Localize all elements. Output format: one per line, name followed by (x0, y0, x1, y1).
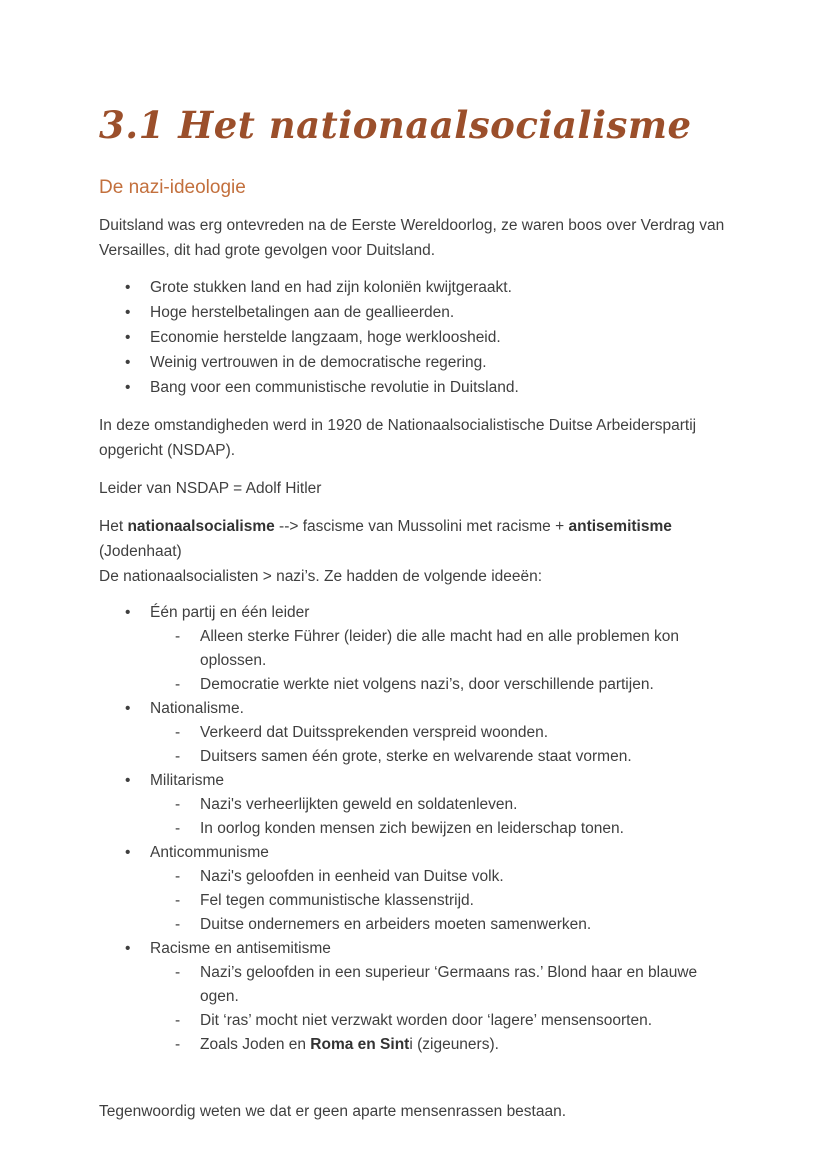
dash-icon: - (175, 748, 181, 765)
grievances-list (99, 275, 730, 400)
bullet-icon: • (125, 844, 131, 861)
bullet-icon: • (125, 354, 131, 371)
sub-item-text (200, 817, 624, 841)
text-run: i (zigeuners). (409, 1036, 499, 1053)
sub-item (99, 865, 730, 889)
dash-icon: - (175, 868, 181, 885)
page-title: 3.1 Het nationaalsocialisme (99, 103, 692, 147)
dash-icon: - (175, 1036, 181, 1053)
dash-icon: - (175, 892, 181, 909)
text-run: In oorlog konden mensen zich bewijzen en leiderschap tonen. (200, 820, 624, 837)
sub-item-text (200, 889, 474, 913)
list-item-text: Grote stukken land en had zijn koloniën kwijtgeraakt. (150, 279, 512, 296)
text-run: Verkeerd dat Duitssprekenden verspreid woonden. (200, 724, 549, 741)
idea-item (99, 841, 730, 937)
list-item (99, 375, 730, 400)
list-item (99, 350, 730, 375)
bullet-icon: • (125, 772, 131, 789)
bullet-icon: • (125, 304, 131, 321)
dash-icon: - (175, 676, 181, 693)
sub-item (99, 961, 730, 1009)
bullet-icon: • (125, 604, 131, 621)
text-run: (Jodenhaat) (99, 543, 182, 560)
idea-sublist (99, 865, 730, 937)
idea-label: Één partij en één leider (150, 604, 310, 621)
text-run: Duitsers samen één grote, sterke en welvarende staat vormen. (200, 748, 632, 765)
sub-item (99, 673, 730, 697)
dash-icon: - (175, 796, 181, 813)
sub-item (99, 793, 730, 817)
nsdap-paragraph: In deze omstandigheden werd in 1920 de Nationaalsocialistische Duitse Arbeiderspartij opgericht (NSDAP). (99, 417, 697, 459)
ideology-paragraph (99, 514, 730, 589)
list-item-text: Hoge herstelbetalingen aan de geallieerden. (150, 304, 455, 321)
dash-icon: - (175, 820, 181, 837)
idea-label: Nationalisme. (150, 700, 244, 717)
dash-icon: - (175, 964, 181, 981)
text-run: Nazi's geloofden in eenheid van Duitse volk. (200, 868, 504, 885)
list-item-text: Weinig vertrouwen in de democratische regering. (150, 354, 487, 371)
sub-item (99, 625, 730, 673)
idea-label: Racisme en antisemitisme (150, 940, 331, 957)
list-item (99, 300, 730, 325)
section-heading: De nazi-ideologie (99, 177, 246, 198)
idea-item (99, 769, 730, 841)
bold-text: nationaalsocialisme (127, 518, 275, 535)
list-item (99, 275, 730, 300)
dash-icon: - (175, 1012, 181, 1029)
text-run: Alleen sterke Führer (leider) die alle macht had en alle problemen kon oplossen. (200, 628, 680, 669)
closing-paragraph: Tegenwoordig weten we dat er geen aparte mensenrassen bestaan. (99, 1103, 567, 1120)
leader-paragraph: Leider van NSDAP = Adolf Hitler (99, 480, 322, 497)
text-run: Democratie werkte niet volgens nazi’s, door verschillende partijen. (200, 676, 654, 693)
sub-item (99, 1009, 730, 1033)
sub-item-text (200, 745, 632, 769)
sub-item-text (200, 721, 548, 745)
sub-item-text (200, 961, 730, 1009)
text-run: Het (99, 518, 128, 535)
text-run: Duitse ondernemers en arbeiders moeten samenwerken. (200, 916, 592, 933)
idea-item (99, 697, 730, 769)
dash-icon: - (175, 724, 181, 741)
idea-sublist (99, 793, 730, 841)
text-run: Zoals Joden en (200, 1036, 311, 1053)
ideas-list (99, 601, 730, 1057)
sub-item (99, 745, 730, 769)
idea-sublist (99, 721, 730, 769)
list-item (99, 325, 730, 350)
sub-item-text (200, 913, 591, 937)
sub-item-text (200, 793, 517, 817)
idea-label: Militarisme (150, 772, 225, 789)
sub-item (99, 721, 730, 745)
sub-item-text (200, 865, 504, 889)
sub-item (99, 913, 730, 937)
idea-item (99, 937, 730, 1057)
sub-item-text (200, 1033, 499, 1057)
idea-item (99, 601, 730, 697)
text-run: Fel tegen communistische klassenstrijd. (200, 892, 474, 909)
bullet-icon: • (125, 279, 131, 296)
text-run: --> fascisme van Mussolini met racisme + (274, 518, 569, 535)
dash-icon: - (175, 628, 181, 645)
list-item-text: Bang voor een communistische revolutie in Duitsland. (150, 379, 519, 396)
sub-item-text (200, 625, 730, 673)
dash-icon: - (175, 916, 181, 933)
bullet-icon: • (125, 940, 131, 957)
sub-item (99, 889, 730, 913)
text-run: Nazi’s geloofden in een superieur ‘Germaans ras.’ Blond haar en blauwe ogen. (200, 964, 698, 1005)
sub-item-text (200, 1009, 652, 1033)
sub-item (99, 817, 730, 841)
idea-label: Anticommunisme (150, 844, 269, 861)
text-run: Dit ‘ras’ mocht niet verzwakt worden door ‘lagere’ mensensoorten. (200, 1012, 652, 1029)
text-run: Nazi's verheerlijkten geweld en soldatenleven. (200, 796, 518, 813)
idea-sublist (99, 961, 730, 1057)
bullet-icon: • (125, 379, 131, 396)
sub-item-text (200, 673, 654, 697)
bullet-icon: • (125, 700, 131, 717)
bold-text: antisemitisme (568, 518, 672, 535)
idea-sublist (99, 625, 730, 697)
list-item-text: Economie herstelde langzaam, hoge werkloosheid. (150, 329, 501, 346)
bullet-icon: • (125, 329, 131, 346)
sub-item (99, 1033, 730, 1057)
text-run: De nationaalsocialisten > nazi’s. Ze hadden de volgende ideeën: (99, 568, 543, 585)
intro-paragraph: Duitsland was erg ontevreden na de Eerste Wereldoorlog, ze waren boos over Verdrag van Versailles, dit had grote gevolgen voor Duitsland. (99, 217, 725, 259)
bold-text: Roma en Sint (310, 1036, 410, 1053)
